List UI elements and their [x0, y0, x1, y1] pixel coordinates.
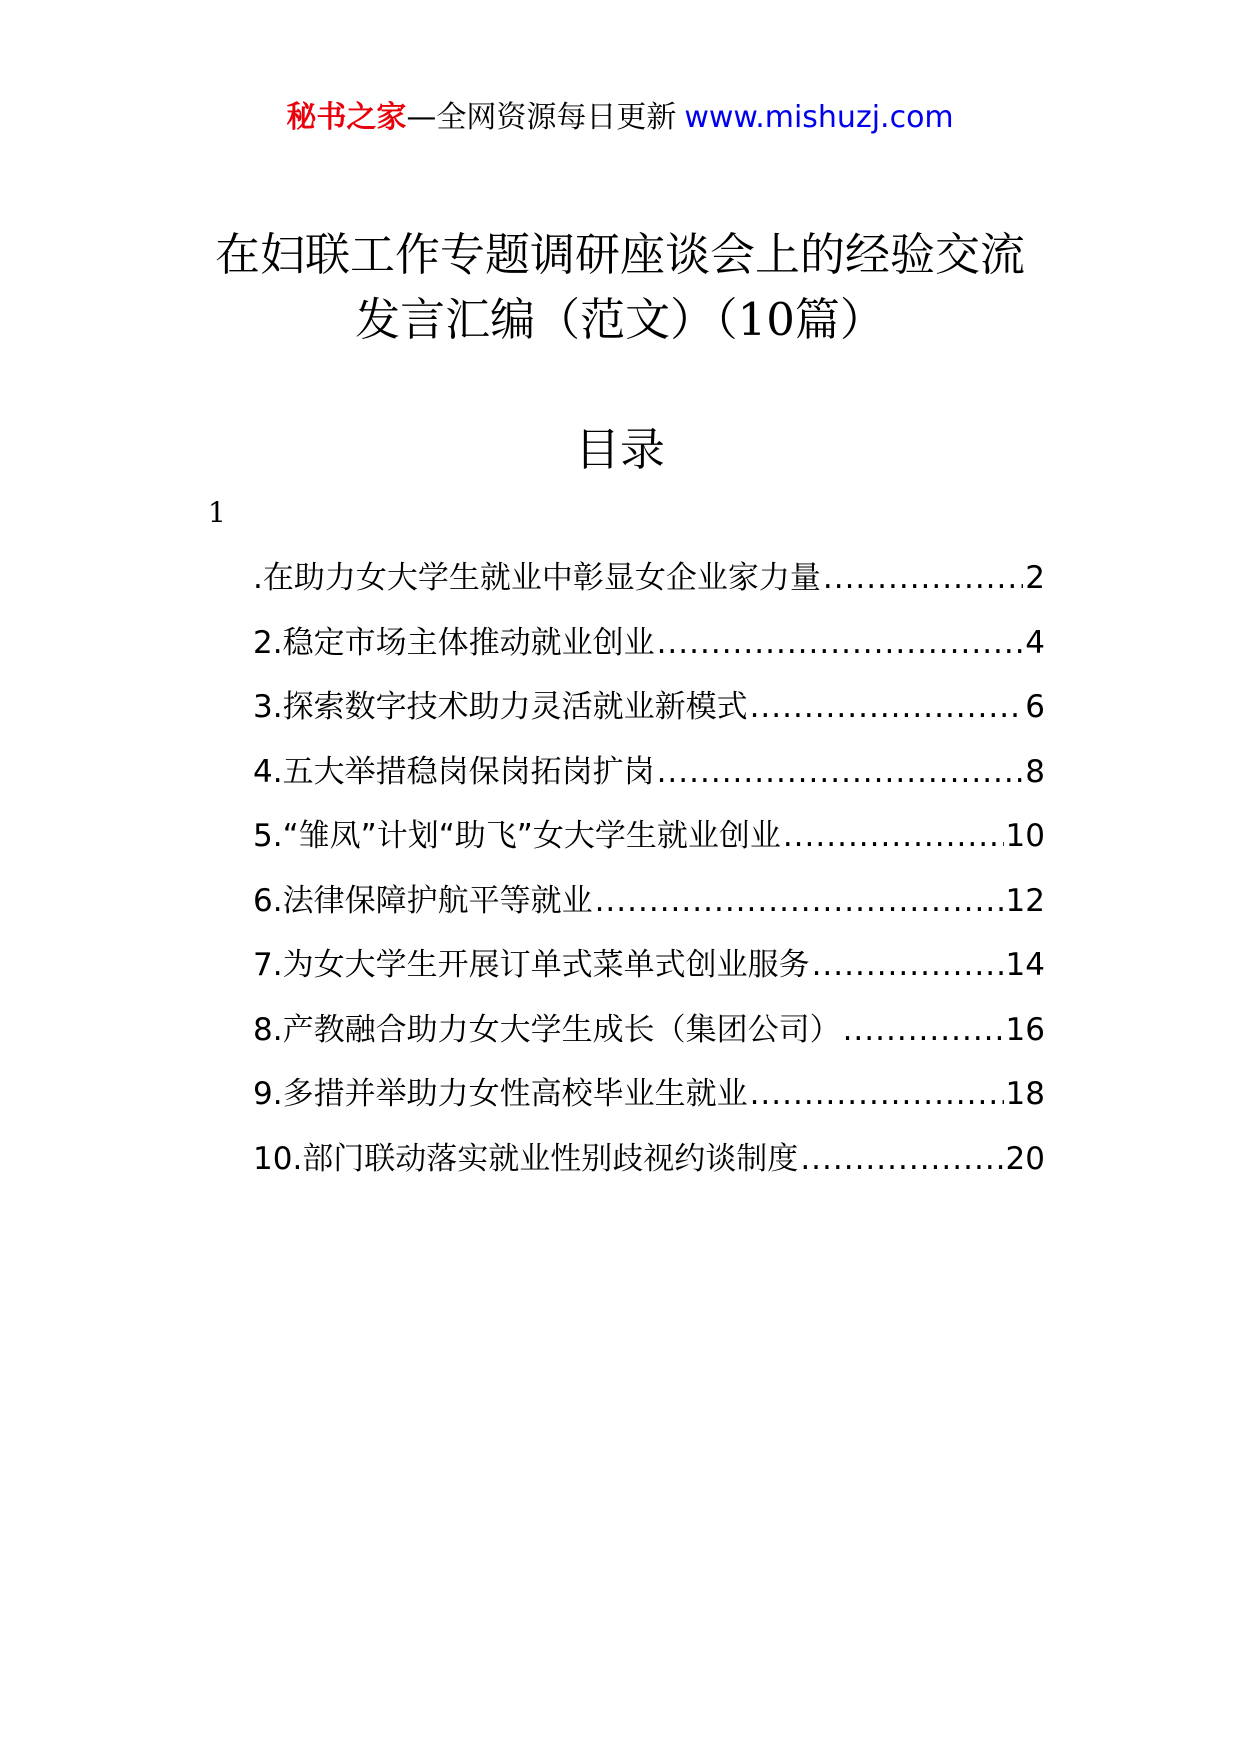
toc-leader-dots	[657, 623, 1024, 663]
title-count: 10	[737, 293, 795, 346]
toc-heading: 目录	[574, 423, 665, 476]
site-header	[0, 98, 1240, 138]
toc-leader-dots	[843, 1010, 1004, 1050]
site-url-link[interactable]: www.mishuzj.com	[684, 100, 954, 135]
toc-entry-page: 18	[1005, 1076, 1045, 1112]
table-of-contents	[253, 558, 1045, 1203]
toc-entry[interactable]	[253, 881, 1045, 946]
toc-entry-title: 3.探索数字技术助力灵活就业新模式	[253, 689, 748, 725]
toc-leader-dots	[595, 881, 1004, 921]
title-line-2-end: 篇）	[794, 293, 885, 346]
toc-entry[interactable]	[253, 816, 1045, 881]
toc-entry-page: 8	[1025, 753, 1045, 790]
toc-entry[interactable]	[253, 1074, 1045, 1139]
toc-entry-page: 20	[1005, 1140, 1045, 1177]
toc-leader-dots	[800, 1139, 1003, 1179]
toc-entry[interactable]	[253, 558, 1045, 623]
toc-entry[interactable]	[253, 623, 1045, 688]
header-tagline: —全网资源每日更新	[406, 100, 677, 135]
toc-leader-dots	[750, 1074, 1004, 1114]
toc-entry-title: 8.产教融合助力女大学生成长（集团公司）	[253, 1011, 841, 1048]
toc-entry-title: 7.为女大学生开展订单式菜单式创业服务	[253, 947, 810, 983]
toc-entry-title: 6.法律保障护航平等就业	[253, 882, 593, 919]
toc-entry[interactable]	[253, 945, 1045, 1010]
toc-entry-page: 12	[1005, 882, 1045, 919]
toc-entry-title: 4.五大举措稳岗保岗拓岗扩岗	[253, 753, 655, 790]
title-line-2	[0, 287, 1240, 352]
toc-entry-title: 10.部门联动落实就业性别歧视约谈制度	[253, 1140, 799, 1177]
toc-entry-page: 4	[1025, 624, 1045, 661]
toc-entry-title: 9.多措并举助力女性高校毕业生就业	[253, 1076, 748, 1112]
toc-entry-title: 5.“雏凤”计划“助飞”女大学生就业创业	[253, 818, 781, 854]
brand-name: 秘书之家	[286, 100, 407, 135]
stray-page-number: 1	[208, 496, 226, 529]
toc-leader-dots	[657, 752, 1024, 792]
toc-leader-dots	[823, 558, 1023, 598]
toc-entry-title: .在助力女大学生就业中彰显女企业家力量	[253, 560, 821, 596]
toc-entry[interactable]	[253, 1139, 1045, 1204]
toc-entry[interactable]	[253, 687, 1045, 752]
toc-entry[interactable]	[253, 752, 1045, 817]
document-title	[0, 222, 1240, 352]
toc-leader-dots	[750, 687, 1024, 727]
toc-entry-page: 10	[1005, 818, 1045, 854]
toc-leader-dots	[783, 816, 1004, 856]
toc-entry-page: 6	[1025, 689, 1045, 725]
toc-entry[interactable]	[253, 1010, 1045, 1075]
toc-leader-dots	[812, 945, 1004, 985]
title-line-2-start: 发言汇编（范文）（	[355, 293, 738, 346]
toc-entry-title: 2.稳定市场主体推动就业创业	[253, 624, 655, 661]
toc-entry-page: 2	[1025, 560, 1045, 596]
title-line-1: 在妇联工作专题调研座谈会上的经验交流	[214, 228, 1025, 281]
toc-entry-page: 16	[1005, 1011, 1045, 1048]
toc-entry-page: 14	[1005, 947, 1045, 983]
